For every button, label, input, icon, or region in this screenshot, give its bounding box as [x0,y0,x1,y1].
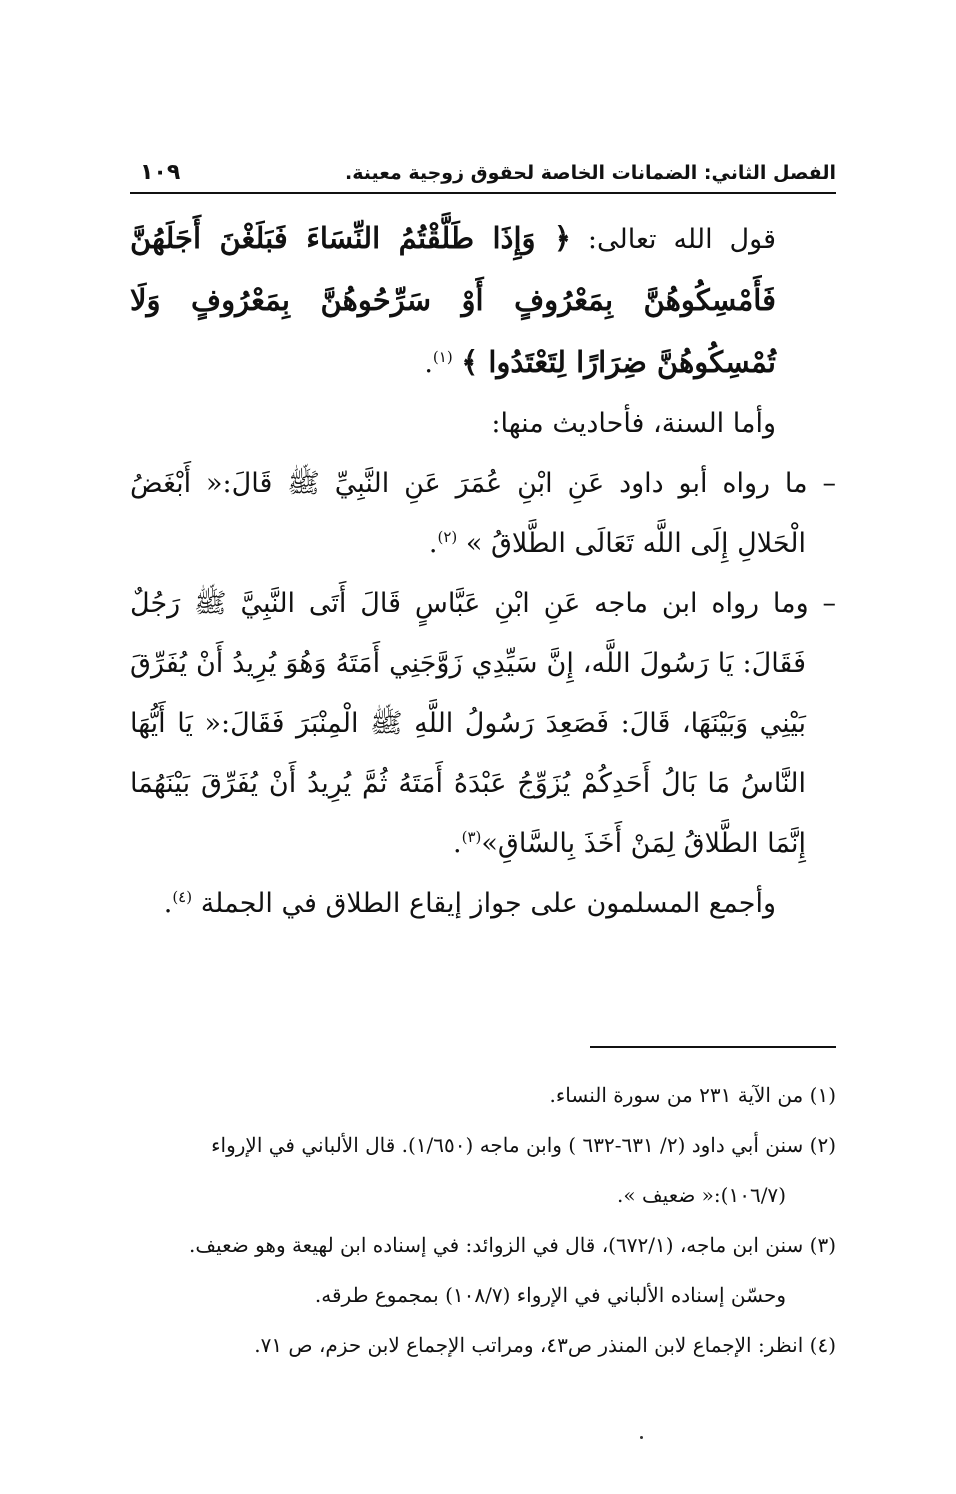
hadith-1-text: – ما رواه أبو داود عَنِ ابْنِ عُمَرَ عَنِ النَّبِيِّ ﷺ قَالَ:« أَبْغَضُ الْحَلالِ إِلَى اللَّه تَعَالَى الطَّلاقُ » [130,468,836,559]
footnote-3-line-2: وحسّن إسناده الألباني في الإرواء (١٠٨/٧) بمجموع طرقه. [314,1283,786,1307]
page-number: ١٠٩ [140,160,181,185]
footnotes [130,1070,836,1370]
quran-verse: ﴿ وَإِذَا طَلَّقْتُمُ النِّسَاءَ فَبَلَغْنَ أَجَلَهُنَّ فَأَمْسِكُوهُنَّ بِمَعْرُوفٍ أَوْ سَرِّحُوهُنَّ بِمَعْرُوفٍ وَلَا تُمْسِكُوهُنَّ ضِرَارًا لِتَعْتَدُوا ﴾ [130,221,776,379]
hadith-2 [130,574,836,874]
footnote-divider [590,1046,836,1048]
footnote-4: (٤) انظر: الإجماع لابن المنذر ص٤٣، ومراتب الإجماع لابن حزم، ص ٧١. [254,1333,836,1357]
footnote-ref-3[interactable]: (٣) [461,828,482,846]
chapter-title: الفصل الثاني: الضمانات الخاصة لحقوق زوجية معينة. [344,162,836,184]
footnote-3-line-1: (٣) سنن ابن ماجه، (٦٧٢/١)، قال في الزوائد: في إسناده ابن لهيعة وهو ضعيف. [188,1233,836,1257]
ijma-paragraph [130,874,836,934]
running-header [130,160,836,194]
hadith-1 [130,454,836,574]
sentence-end: . [163,888,173,919]
footnote-ref-1[interactable]: (١) [432,348,453,366]
quote-intro: قول الله تعالى: [587,224,777,255]
quran-quote [130,208,836,394]
scan-speck [640,1436,643,1439]
sentence-end: . [428,528,438,559]
sentence-end: . [453,828,462,859]
footnote-2-line-1: (٢) سنن أبي داود (٢/ ٦٣١-٦٣٢ ) وابن ماجه (١/٦٥٠). قال الألباني في الإرواء [211,1133,836,1157]
sentence-end: . [424,348,433,379]
sunnah-intro: وأما السنة، فأحاديث منها: [491,408,776,439]
main-text [130,208,836,934]
footnote-ref-4[interactable]: (٤) [172,888,193,906]
ijma-text: وأجمع المسلمون على جواز إيقاع الطلاق في الجملة [200,888,776,919]
footnote-ref-2[interactable]: (٢) [437,528,458,546]
footnote-2-line-2: (١٠٦/٧):« ضعيف ». [617,1183,786,1207]
hadith-2-text: – وما رواه ابن ماجه عَنِ ابْنِ عَبَّاسٍ قَالَ أَتَى النَّبِيَّ ﷺ رَجُلٌ فَقَالَ: يَا رَسُولَ اللَّه، إِنَّ سَيِّدِي زَوَّجَنِي أَمَتَهُ وَهُوَ يُرِيدُ أَنْ يُفَرِّقَ بَيْنِي وَبَيْنَهَا، قَالَ: فَصَعِدَ رَسُولُ اللَّهِ ﷺ الْمِنْبَرَ فَقَالَ:« يَا أَيُّهَا النَّاسُ مَا بَالُ أَحَدِكُمْ يُزَوِّجُ عَبْدَهُ أَمَتَهُ ثُمَّ يُرِيدُ أَنْ يُفَرِّقَ بَيْنَهُمَا إِنَّمَا الطَّلاقُ لِمَنْ أَخَذَ بِالسَّاقِ» [130,588,836,859]
footnote-1: (١) من الآية ٢٣١ من سورة النساء. [549,1083,836,1107]
